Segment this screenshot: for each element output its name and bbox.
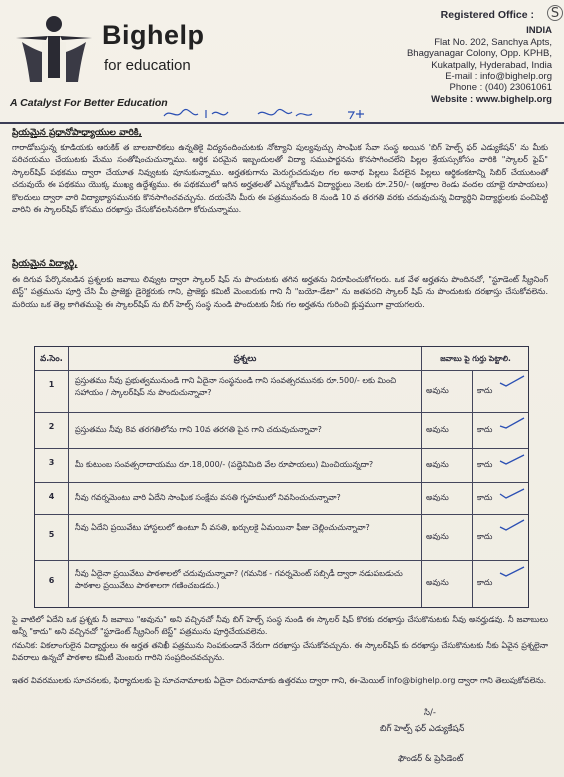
brand-subtitle: for education — [104, 57, 191, 74]
signature-title: ఫౌండర్ & ప్రెసిడెంట్ — [398, 754, 464, 764]
row-number: 3 — [35, 449, 69, 482]
checkmark-icon — [499, 453, 525, 465]
answer-no-label: కాదు — [477, 532, 493, 541]
checkmark-icon — [499, 487, 525, 499]
question-text: ప్రస్తుతము నీవు ప్రభుత్వమునుండి గాని ఏదైనా సంస్థనుండి గాని సంవత్సరమునకు రూ.500/- లకు మించి సహాయం / స్కాలర్‌షిప్ ను పొందుచున్నావా? — [69, 371, 422, 412]
answer-no[interactable] — [473, 561, 529, 607]
answer-yes[interactable]: అవును — [422, 371, 473, 412]
letterhead-divider — [0, 122, 564, 124]
email-line: E-mail : info@bighelp.org — [445, 71, 552, 83]
country: INDIA — [526, 25, 552, 37]
signature-initial: సి/- — [424, 708, 436, 718]
answer-no-label: కాదు — [477, 425, 493, 434]
answer-no-label: కాదు — [477, 493, 493, 502]
row-number: 6 — [35, 561, 69, 607]
tagline: A Catalyst For Better Education — [10, 97, 168, 109]
signature-organization: బిగ్ హెల్ప్ ఫర్ ఎడ్యుకేషన్ — [380, 724, 465, 734]
website-line: Website : www.bighelp.org — [431, 93, 552, 105]
row-number: 1 — [35, 371, 69, 412]
table-row — [35, 413, 528, 449]
row-number: 5 — [35, 515, 69, 560]
note-paragraph: గమనిక: వికలాంగులైన విద్యార్థులు ఈ అర్హత తనిఖీ పత్రమును నింపకుండానే నేరుగా దరఖాస్తు చేసుకోవచ్చును. ఈ స్కాలర్‌షిప్ కు దరఖాస్తు చేసుకొనుటకు నీకు ఏవైన ప్రశ్నలైనా వివరాలు ఉన్నచో పాఠశాల కమిటీ మెంబరు గారిని సంప్రదించవచ్చును. — [12, 641, 548, 663]
table-row — [35, 515, 528, 561]
question-text: నీవు ఏదైనా ప్రయివేటు పాఠశాలలో చదువుచున్నావా? (గమనిక - గవర్నమెంట్ సబ్సిడీ ద్వారా నడుపబడుచు పాఠశాల ప్రయివేటు పాఠశాలగా గణించబడదు.) — [69, 561, 422, 607]
header-serial: వ.సెం. — [35, 347, 69, 370]
student-paragraph: ఈ దిగువ పేర్కొనబడిన ప్రశ్నలకు జవాబు లివ్వుట ద్వారా స్కాలర్ షిప్ ను పొందుటకు తగిన అర్హతను నిరూపించుకోగలరు. ఒక వేళ అర్హతను పొందినచో, "స్టూడెంట్ స్క్రీనింగ్ టెస్ట్" పత్రమును పూర్తి చేసి మీ ప్రాజెక్టు డైరెక్టరుకు గాని, ప్రాజెక్టు కమిటీ మెంబరుకు గాని నీ "బయో-డేటా" ను జతపరచి స్కాలర్ షిప్ ను పొందుటకు దరఖాస్తు చేసుకోవలెను. మరియు ఒక తెల్ల కాగితముపై ఈ స్కాలర్‌షిప్ ను బిగ్ హెల్ప్ సంస్థ నుండి పొందుటకు నీకు గల అర్హతను గురించి క్లుప్తముగా వ్రాయగలరు. — [12, 275, 548, 309]
answer-no[interactable] — [473, 515, 529, 560]
office-address — [342, 10, 552, 105]
registered-office-label: Registered Office : — [440, 9, 534, 21]
eligibility-table — [34, 346, 529, 608]
row-number: 4 — [35, 483, 69, 514]
answer-no[interactable] — [473, 483, 529, 514]
checkmark-icon — [499, 519, 525, 531]
handwritten-note — [162, 106, 392, 122]
answer-no-label: కాదు — [477, 386, 493, 395]
closing-paragraph: పై వాటిలో ఏదేని ఒక ప్రశ్నకు నీ జవాబు "అవును" అని వచ్చినచో నీవు బిగ్ హెల్ప్ సంస్థ నుండి ఈ స్కాలర్ షిప్ కొరకు దరఖాస్తు చేసుకొనుటకు నీవు అనర్హుడవు. నీ జవాబులు అన్నీ "కాదు" అని వచ్చినచో "స్టూడెంట్ స్క్రీనింగ్ టెస్ట్" పత్రమును పూర్తిచేయవలెను. — [12, 615, 548, 637]
table-row — [35, 449, 528, 483]
contact-paragraph: ఇతర వివరములకు సూచనలకు, ఫిర్యాదులకు పై సూచనామాలకు ఏదైనా చిరునామాకు ఉత్తరము ద్వారా గాని, ఈ-మెయిల్ info@bighelp.org ద్వారా గాని తెలుపుకోవలెను. — [12, 676, 547, 685]
brand-name: Bighelp — [102, 20, 205, 50]
answer-yes[interactable]: అవును — [422, 515, 473, 560]
checkmark-icon — [499, 375, 525, 387]
answer-no[interactable] — [473, 371, 529, 412]
answer-no[interactable] — [473, 413, 529, 448]
answer-no-label: కాదు — [477, 578, 493, 587]
bighelp-logo — [12, 12, 96, 88]
question-text: నీవు ఏదేని ప్రయివేటు హాస్టలులో ఉంటూ నీ వసతి, ఖర్చులకై ఏమయినా ఫీజు చెల్లించుచున్నావా? — [69, 515, 422, 560]
address-line: Bhagyanagar Colony, Opp. KPHB, — [406, 48, 552, 60]
phone-line: Phone : (040) 23061061 — [449, 82, 552, 94]
answer-yes[interactable]: అవును — [422, 449, 473, 482]
answer-yes[interactable]: అవును — [422, 413, 473, 448]
table-row — [35, 561, 528, 607]
row-number: 2 — [35, 413, 69, 448]
salutation-student: ప్రియమైన విద్యార్థి, — [12, 259, 78, 269]
question-text: ప్రస్తుతము నీవు 8వ తరగతిలోను గాని 10వ తరగతి పైన గాని చదువుచున్నావా? — [69, 413, 422, 448]
address-line: Flat No. 202, Sanchya Apts, — [434, 36, 552, 48]
table-row — [35, 483, 528, 515]
answer-yes[interactable]: అవును — [422, 483, 473, 514]
table-header-row — [35, 347, 528, 371]
table-row — [35, 371, 528, 413]
checkmark-icon — [499, 417, 525, 429]
address-line: Kukatpally, Hyderabad, India — [431, 59, 552, 71]
answer-no[interactable] — [473, 449, 529, 482]
question-text: మీ కుటుంబ సంవత్సరాదాయము రూ.18,000/- (పద్దెనిమిది వేల రూపాయలు) మించియున్నదా? — [69, 449, 422, 482]
answer-yes[interactable]: అవును — [422, 561, 473, 607]
intro-paragraph: గారాడోబస్తున్న కూడియకు ఆరుకిక్ త బాలబాలికలు ఉన్నతికై విద్యనందించుటకు నోట్యాని పుల్యవుచ్చు సాంఘిక సేవా సంస్థ అయిన 'బిగ్ హెల్ప్ ఫర్ ఎడ్యుకేషన్' ను మీకు పరిచయము చేయుటకు మేము సంతోషించుచున్నాము. ఆర్థిక పరమైన ఇబ్బందులతో విద్యా సముపార్జనను కొనసాగించలేని పిల్లల శ్రేయస్సుకోసం వారికి "స్కాలర్ ఫైప్" స్కాలర్‌షిప్ పథకము ద్వారా చేయూత నివ్వుటకు పూనుకున్నాము. అర్హతకుగాను మెరుగ్గుచదువుల గల అనాథ పిల్లలు పేదలైన పిల్లలు ఆర్థికంకటాన్ని సిబిర్ చేయుటంతో చదువుయే ఈ పథకము యొక్క ముఖ్య ఉద్దేశ్యము. ఈ పథకములో ఇగిన అర్హతలతో ఎన్నుకోబడిన విద్యార్థులు నెలకు రూ.250/- (అక్షరాల రెండు వందల యాభై రూపాయలు) కొలదులు ద్వారా వారి విద్యాభ్యాసమునకు కొనసాగించవచ్చును. దయచేసి మీరు ఈ పత్రమునందు 8 నుండి 10 వ తరగతి వరకు చదువుచున్న విద్యార్థిని విద్యార్థులకు పంచిపెట్టి వారిని ఈ స్కాలర్‌షిప్ కోసము దరఖాస్తు చేసుకోవలసినదిగా కోరుచున్నాము. — [12, 143, 548, 215]
checkmark-icon — [499, 565, 525, 577]
header-answer: జవాబు పై గుర్తు పెట్టాలి. — [440, 354, 511, 363]
question-text: నీవు గవర్నమెంటు వారి ఏదేని సాంఘిక సంక్షేమ వసతి గృహములో నివసించుచున్నావా? — [69, 483, 422, 514]
header-questions: ప్రశ్నలు — [69, 347, 422, 370]
answer-no-label: కాదు — [477, 460, 493, 469]
salutation-principal: ప్రియమైన ప్రధానోపాధ్యాయుల వారికి, — [12, 128, 142, 138]
corner-mark: S — [547, 5, 563, 21]
